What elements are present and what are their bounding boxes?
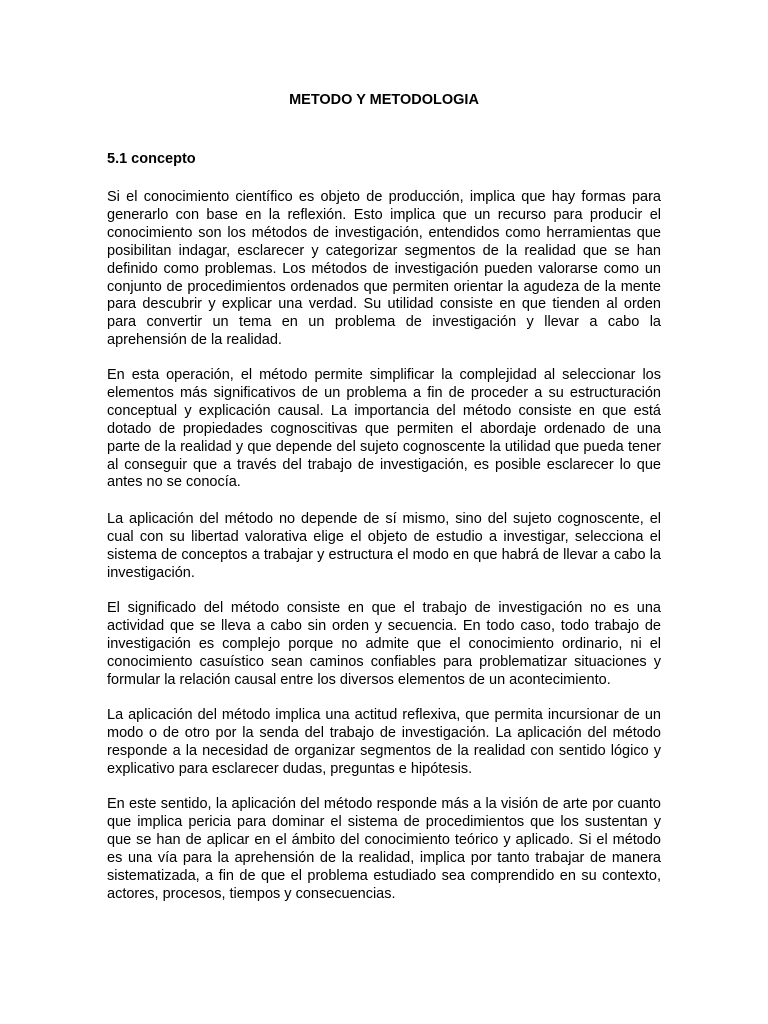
paragraph-6: En este sentido, la aplicación del método responde más a la visión de arte por cuanto que implica pericia para dominar el sistema de procedimientos que los sustentan y que se han de aplicar en el ámbito del conocimiento teórico y aplicado. Si el método es una vía para la aprehensión de la realidad, implica por tanto trabajar de manera sistematizada, a fin de que el problema estudiado sea comprendido en su contexto, actores, procesos, tiempos y consecuencias. — [107, 796, 661, 902]
section-heading: 5.1 concepto — [107, 151, 196, 167]
paragraph-5: La aplicación del método implica una actitud reflexiva, que permita incursionar de un modo o de otro por la senda del trabajo de investigación. La aplicación del método responde a la necesidad de organizar segmentos de la realidad con sentido lógico y explicativo para esclarecer dudas, preguntas e hipótesis. — [107, 707, 661, 777]
paragraph-1: Si el conocimiento científico es objeto de producción, implica que hay formas para generarlo con base en la reflexión. Esto implica que un recurso para producir el conocimiento son los métodos de investigación, entendidos como herramientas que posibilitan indagar, esclarecer y categorizar segmentos de la realidad que se han definido como problemas. Los métodos de investigación pueden valorarse como un conjunto de procedimientos ordenados que permiten orientar la agudeza de la mente para descubrir y explicar una verdad. Su utilidad consiste en que tienden al orden para convertir un tema en un problema de investigación y llevar a cabo la aprehensión de la realidad. — [107, 189, 661, 349]
paragraph-2: En esta operación, el método permite simplificar la complejidad al seleccionar los elementos más significativos de un problema a fin de proceder a su estructuración conceptual y explicación causal. La importancia del método consiste en que está dotado de propiedades cognoscitivas que permiten el abordaje ordenado de una parte de la realidad y que depende del sujeto cognoscente la utilidad que pueda tener al conseguir que a través del trabajo de investigación, es posible esclarecer lo que antes no se conocía. — [107, 367, 661, 491]
document-title: METODO Y METODOLOGIA — [289, 92, 479, 108]
paragraph-3: La aplicación del método no depende de sí mismo, sino del sujeto cognoscente, el cual con su libertad valorativa elige el objeto de estudio a investigar, selecciona el sistema de conceptos a trabajar y estructura el modo en que habrá de llevar a cabo la investigación. — [107, 511, 661, 581]
paragraph-4: El significado del método consiste en que el trabajo de investigación no es una actividad que se lleva a cabo sin orden y secuencia. En todo caso, todo trabajo de investigación es complejo porque no admite que el conocimiento ordinario, ni el conocimiento casuístico sean caminos confiables para problematizar situaciones y formular la relación causal entre los diversos elementos de un acontecimiento. — [107, 600, 661, 688]
